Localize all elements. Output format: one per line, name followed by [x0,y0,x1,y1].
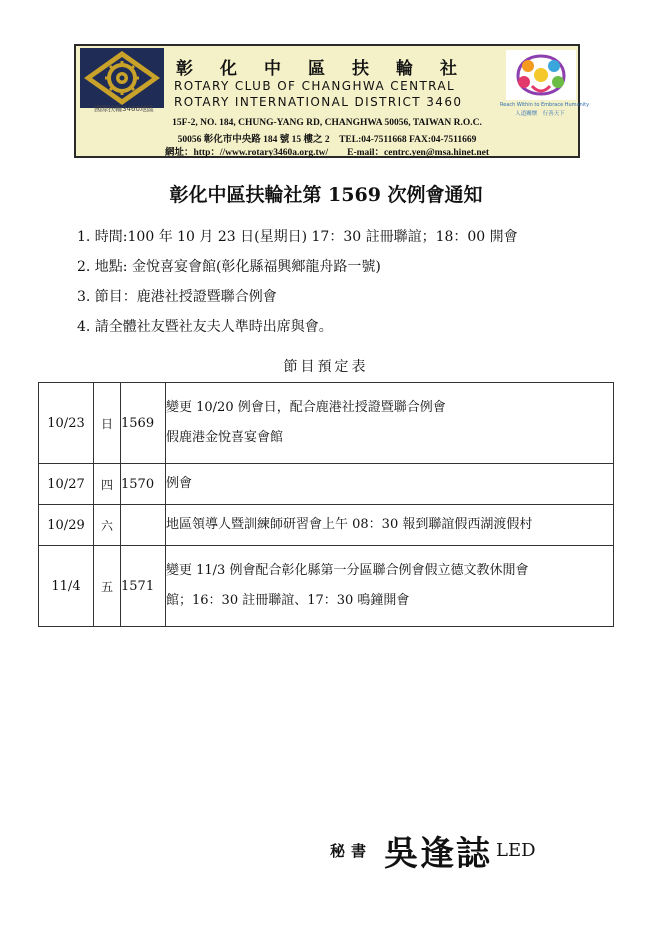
schedule-weekday: 日 [94,383,121,464]
schedule-date: 10/29 [39,505,94,546]
schedule-description [166,546,614,627]
signature-block [330,826,536,875]
signature-title: 秘書 [330,842,373,860]
letterhead-top [76,46,590,118]
web-email-contact: 網址：http：//www.rotary3460a.org.tw/ E-mail：centrc.yen@msa.hinet.net [164,148,490,158]
schedule-meeting-number: 1569 [121,383,166,464]
schedule-table [38,382,614,627]
club-name-chinese: 彰化中區扶輪社 [176,59,484,79]
schedule-date: 10/27 [39,464,94,505]
theme-motto-english: Reach Within to Embrace Humanity [500,102,590,108]
schedule-weekday: 四 [94,464,121,505]
schedule-meeting-number: 1570 [121,464,166,505]
theme-logo-icon [506,50,576,100]
schedule-meeting-number: 1571 [121,546,166,627]
schedule-description-line: 變更 11/3 例會配合彰化縣第一分區聯合例會假立德文教休閒會 [166,563,529,578]
address-english: 15F-2, NO. 184, CHUNG-YANG RD, CHANGHWA 50056, TAIWAN R.O.C. [172,118,482,128]
signature-name: 吳逢誌 [384,834,493,874]
schedule-description [166,464,614,505]
notice-items [77,222,518,342]
notice-title: 彰化中區扶輪社第 1569 次例會通知 [169,184,483,206]
schedule-description-line: 假鹿港金悅喜宴會館 [166,430,284,445]
schedule-description-line: 館；16：30 註冊聯誼、17：30 鳴鐘開會 [166,593,410,608]
schedule-title: 節目預定表 [283,359,369,375]
notice-item-location: 2. 地點: 金悅喜宴會館(彰化縣福興鄉龍舟路一號) [77,259,381,275]
table-row [39,505,614,546]
schedule-description-line: 例會 [166,476,193,491]
schedule-description [166,383,614,464]
address-chinese-contact: 50056 彰化市中央路 184 號 15 樓之 2 TEL:04-7511668 FAX:04-7511669 [177,135,477,145]
club-name-english: ROTARY CLUB OF CHANGHWA CENTRAL [174,79,456,93]
schedule-weekday: 五 [94,546,121,627]
schedule-date: 10/23 [39,383,94,464]
notice-item-time: 1. 時間:100 年 10 月 23 日(星期日) 17：30 註冊聯誼；18：00 開會 [77,229,518,245]
schedule-meeting-number [121,505,166,546]
schedule-description-line: 變更 10/20 例會日，配合鹿港社授證暨聯合例會 [166,400,446,415]
schedule-weekday: 六 [94,505,121,546]
notice-item-attendance: 4. 請全體社友暨社友夫人準時出席與會。 [77,319,333,335]
notice-item-program: 3. 節目：鹿港社授證暨聯合例會 [77,289,277,305]
schedule-description [166,505,614,546]
district-emblem-caption: 國際扶輪3460地區 [94,105,154,113]
theme-motto-chinese: 人道關懷 行善天下 [515,111,565,117]
table-row [39,464,614,505]
table-row [39,383,614,464]
schedule-description-line: 地區領導人暨訓練師研習會上午 08：30 報到聯誼假西湖渡假村 [166,517,533,532]
letterhead [74,44,590,158]
signature-initials: LED [496,840,536,861]
schedule-date: 11/4 [39,546,94,627]
table-row [39,546,614,627]
district-name-english: ROTARY INTERNATIONAL DISTRICT 3460 [174,95,463,109]
